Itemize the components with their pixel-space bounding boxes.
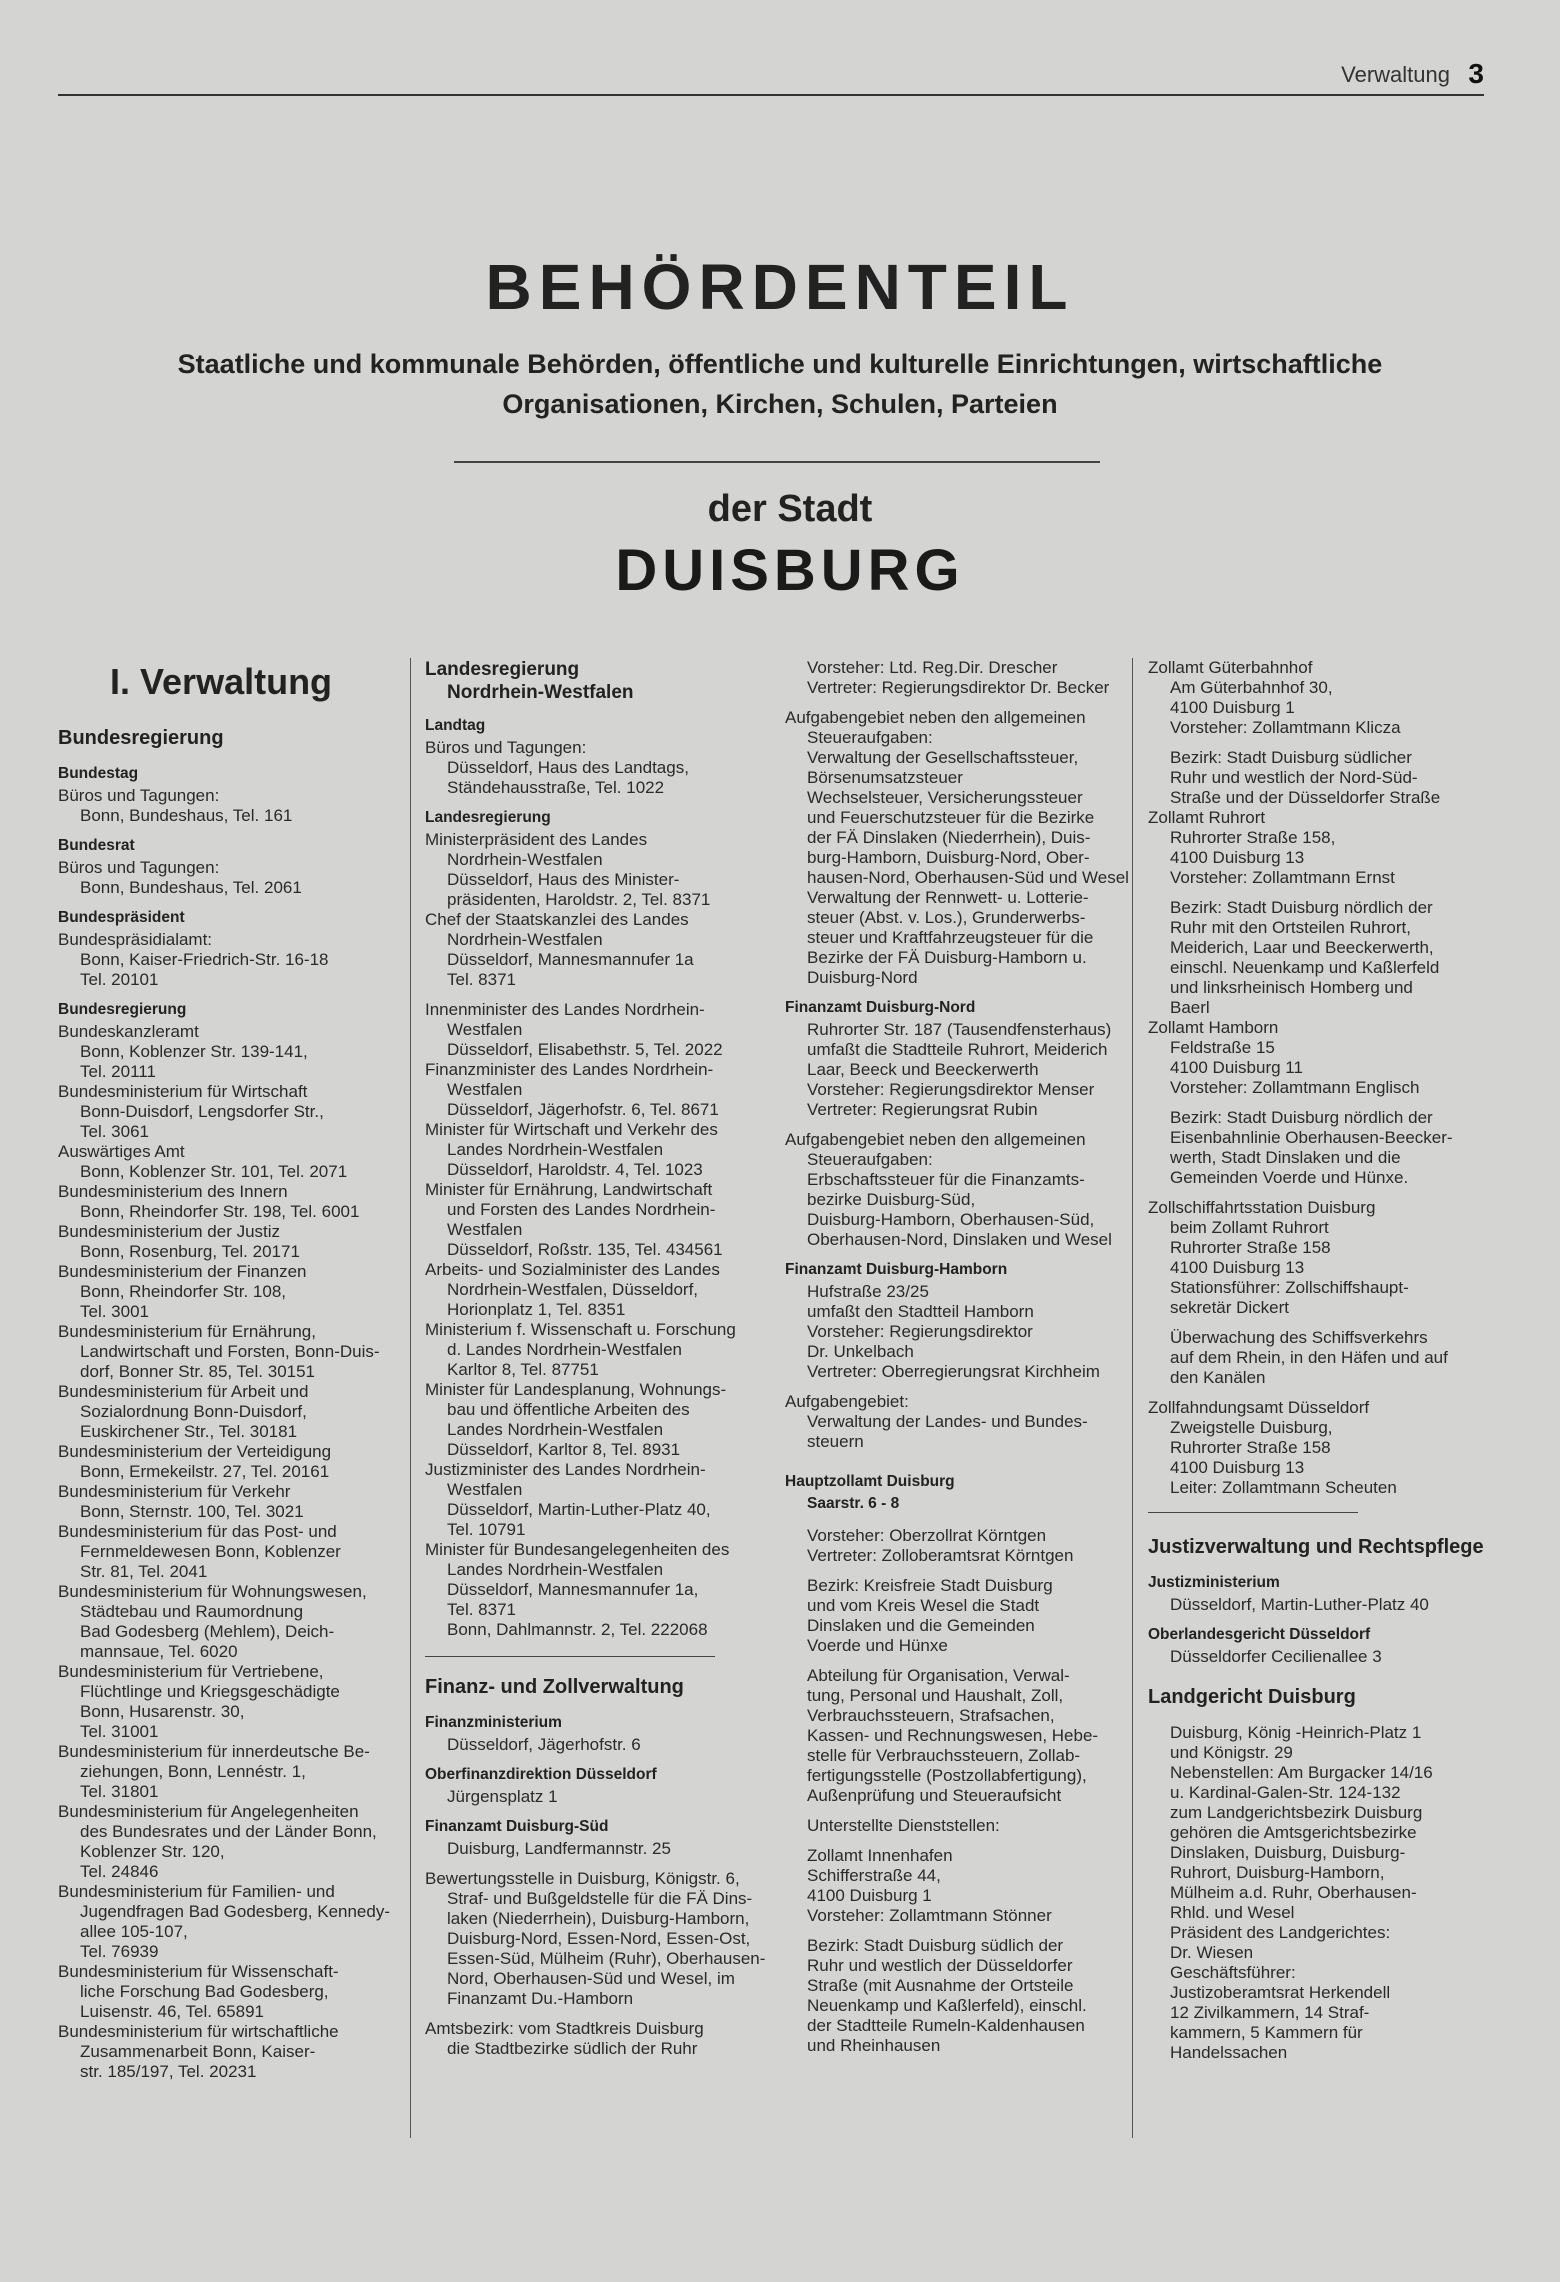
entry-line: Nordrhein-Westfalen [447,850,603,869]
entry-line: Düsseldorfer Cecilienallee 3 [1170,1647,1382,1666]
entry-line: Voerde und Hünxe [807,1636,948,1655]
spacer [785,1382,1135,1392]
spacer [785,1516,1135,1526]
section-name: Verwaltung [1341,62,1450,87]
subtitle-line: Organisationen, Kirchen, Schulen, Parteien [502,389,1058,419]
entry-line: Tel. 10791 [447,1520,526,1539]
spacer [425,990,765,1000]
entry-line: Büros und Tagungen: [58,786,220,805]
entry-line: Zollamt Innenhafen [807,1846,953,1865]
entry-line: 4100 Duisburg 1 [807,1886,932,1905]
entry-line: Westfalen [447,1480,523,1499]
entry-line: Bundesministerium für Angelegenheiten [58,1802,359,1821]
entry-line: steuer (Abst. v. Los.), Grunderwerbs- [807,908,1086,927]
subsection-heading: Landgericht Duisburg [1148,1686,1356,1708]
entry-line: d. Landes Nordrhein-Westfalen [447,1340,682,1359]
entry-line: Unterstellte Dienststellen: [807,1816,1000,1835]
entry-line: Innenminister des Landes Nordrhein- [425,1000,705,1019]
entry-line: Bonn, Bundeshaus, Tel. 2061 [80,878,302,897]
entry-line: Sozialordnung Bonn-Duisdorf, [80,1402,307,1421]
spacer [1148,1318,1488,1328]
entry-line: Minister für Landesplanung, Wohnungs- [425,1380,727,1399]
entry-line: Düsseldorf, Jägerhofstr. 6 [447,1735,641,1754]
entry-line: burg-Hamborn, Duisburg-Nord, Ober- [807,848,1090,867]
entry-line: Präsident des Landgerichtes: [1170,1923,1391,1942]
entry-line: Dinslaken und die Gemeinden [807,1616,1035,1635]
entry-line: Bonn-Duisdorf, Lengsdorfer Str., [80,1102,324,1121]
subsection-heading: Finanz- und Zollverwaltung [425,1676,684,1698]
entry-line: Verbrauchssteuern, Strafsachen, [807,1706,1055,1725]
divider [425,1656,715,1657]
entry-line: Landes Nordrhein-Westfalen [447,1420,664,1439]
entry-line: Ruhr und westlich der Düsseldorfer [807,1956,1073,1975]
entry-heading: Bundesregierung [58,1001,187,1018]
entry-heading: Landtag [425,717,486,734]
spacer [425,2009,765,2019]
entry-line: Nebenstellen: Am Burgacker 14/16 [1170,1763,1433,1782]
entry-line: Vorsteher: Regierungsdirektor [807,1322,1033,1341]
entry-line: 4100 Duisburg 13 [1170,848,1305,867]
entry-line: Bezirk: Kreisfreie Stadt Duisburg [807,1576,1053,1595]
entry-line: Duisburg-Hamborn, Oberhausen-Süd, [807,1210,1095,1229]
entry-line: Ministerpräsident des Landes [425,830,648,849]
entry-line: laken (Niederrhein), Duisburg-Hamborn, [447,1909,750,1928]
entry-line: Luisenstr. 46, Tel. 65891 [80,2002,264,2021]
entry-line: Baerl [1170,998,1210,1017]
entry-line: Vertreter: Regierungsdirektor Dr. Becker [807,678,1110,697]
entry-line: Verwaltung der Gesellschaftssteuer, [807,748,1079,767]
entry-line: Duisburg-Nord [807,968,918,987]
entry-line: Westfalen [447,1020,523,1039]
entry-line: Straße (mit Ausnahme der Ortsteile [807,1976,1074,1995]
entry-heading: Finanzamt Duisburg-Hamborn [785,1261,1008,1278]
section-heading: I. Verwaltung [110,661,333,702]
entry-line: Tel. 20101 [80,970,159,989]
entry-line: Vertreter: Zolloberamtsrat Körntgen [807,1546,1074,1565]
entry-line: Dinslaken, Duisburg, Duisburg- [1170,1843,1406,1862]
entry-heading: Hauptzollamt Duisburg [785,1473,955,1490]
entry-line: Bewertungsstelle in Duisburg, Königstr. 6, [425,1869,740,1888]
entry-line: Duisburg, König -Heinrich-Platz 1 [1170,1723,1422,1742]
entry-line: Str. 81, Tel. 2041 [80,1562,208,1581]
entry-line: Jürgensplatz 1 [447,1787,558,1806]
entry-line: Bonn, Ermekeilstr. 27, Tel. 20161 [80,1462,330,1481]
entry-line: 12 Zivilkammern, 14 Straf- [1170,2003,1370,2022]
entry-line: Horionplatz 1, Tel. 8351 [447,1300,626,1319]
entry-line: 4100 Duisburg 13 [1170,1458,1305,1477]
entry-line: Bonn, Kaiser-Friedrich-Str. 16-18 [80,950,329,969]
entry-line: Bundesministerium für Familien- und [58,1882,335,1901]
entry-line: und linksrheinisch Homberg und [1170,978,1413,997]
entry-line: stelle für Verbrauchssteuern, Zollab- [807,1746,1081,1765]
entry-line: umfaßt die Stadtteile Ruhrort, Meiderich [807,1040,1108,1059]
entry-line: Vorsteher: Ltd. Reg.Dir. Drescher [807,658,1058,677]
spacer [785,1656,1135,1666]
entry-line: Vertreter: Oberregierungsrat Kirchheim [807,1362,1100,1381]
entry-line: Zollfahndungsamt Düsseldorf [1148,1398,1370,1417]
page-subtitle [150,344,1410,424]
entry-line: der Stadtteile Rumeln-Kaldenhausen [807,2016,1085,2035]
spacer [1148,1388,1488,1398]
entry-line: Wechselsteuer, Versicherungssteuer [807,788,1083,807]
entry-line: Bundeskanzleramt [58,1022,199,1041]
entry-heading: Landesregierung [425,809,551,826]
spacer [785,1566,1135,1576]
entry-heading: Justizministerium [1148,1574,1280,1591]
entry-line: Bezirk: Stadt Duisburg nördlich der [1170,898,1433,917]
entry-line: Hufstraße 23/25 [807,1282,929,1301]
entry-line: Aufgabengebiet neben den allgemeinen [785,708,1086,727]
spacer [785,698,1135,708]
entry-line: ziehungen, Bonn, Lennéstr. 1, [80,1762,306,1781]
entry-list [58,764,398,2082]
entry-line: Aufgabengebiet: [785,1392,909,1411]
divider [1148,1512,1358,1513]
entry-line: allee 105-107, [80,1922,188,1941]
spacer [1148,1188,1488,1198]
entry-list [785,658,1135,2056]
entry-line: Büros und Tagungen: [425,738,587,757]
column-3 [785,658,1135,2056]
entry-line: Ministerium f. Wissenschaft u. Forschung [425,1320,736,1339]
divider [454,461,1100,463]
entry-line: der FÄ Dinslaken (Niederrhein), Duis- [807,828,1091,847]
entry-line: Rhld. und Wesel [1170,1903,1295,1922]
entry-line: den Kanälen [1170,1368,1266,1387]
entry-line: Düsseldorf, Jägerhofstr. 6, Tel. 8671 [447,1100,719,1119]
entry-line: u. Kardinal-Galen-Str. 124-132 [1170,1783,1401,1802]
entry-line: Ruhr mit den Ortsteilen Ruhrort, [1170,918,1411,937]
entry-line: und Königstr. 29 [1170,1743,1293,1762]
entry-line: Landes Nordrhein-Westfalen [447,1140,664,1159]
entry-heading: Finanzamt Duisburg-Süd [425,1818,609,1835]
entry-line: str. 185/197, Tel. 20231 [80,2062,257,2081]
entry-line: kammern, 5 Kammern für [1170,2023,1363,2042]
entry-line: Düsseldorf, Elisabethstr. 5, Tel. 2022 [447,1040,723,1059]
entry-line: Abteilung für Organisation, Verwal- [807,1666,1070,1685]
entry-line: Tel. 31001 [80,1722,159,1741]
entry-line: Dr. Wiesen [1170,1943,1254,1962]
entry-heading: Bundesrat [58,837,135,854]
entry-heading: Bundestag [58,765,139,782]
entry-heading: Oberlandesgericht Düsseldorf [1148,1626,1371,1643]
entry-line: fertigungsstelle (Postzollabfertigung), [807,1766,1087,1785]
entry-line: Amtsbezirk: vom Stadtkreis Duisburg [425,2019,704,2038]
subsection-heading: Justizverwaltung und Rechtspflege [1148,1536,1484,1558]
entry-line: Tel. 76939 [80,1942,159,1961]
heading-line: Nordrhein-Westfalen [447,682,634,703]
entry-line: Vorsteher: Zollamtmann Klicza [1170,718,1401,737]
entry-line: Leiter: Zollamtmann Scheuten [1170,1478,1397,1497]
entry-line: 4100 Duisburg 13 [1170,1258,1305,1277]
entry-line: Handelssachen [1170,2043,1288,2062]
entry-line: bezirke Duisburg-Süd, [807,1190,976,1209]
entry-line: des Bundesrates und der Länder Bonn, [80,1822,377,1841]
entry-line: Landes Nordrhein-Westfalen [447,1560,664,1579]
entry-line: Eisenbahnlinie Oberhausen-Beecker- [1170,1128,1453,1147]
entry-line: Tel. 8371 [447,970,516,989]
entry-line: Vorsteher: Zollamtmann Englisch [1170,1078,1420,1097]
entry-line: Zollschiffahrtsstation Duisburg [1148,1198,1376,1217]
entry-line: Kassen- und Rechnungswesen, Hebe- [807,1726,1099,1745]
entry-line: Bundesministerium des Innern [58,1182,288,1201]
entry-line: Oberhausen-Nord, Dinslaken und Wesel [807,1230,1112,1249]
entry-heading: Finanzamt Duisburg-Nord [785,999,976,1016]
entry-line: Minister für Wirtschaft und Verkehr des [425,1120,718,1139]
entry-line: Überwachung des Schiffsverkehrs [1170,1328,1428,1347]
entry-line: Duisburg, Landfermannstr. 25 [447,1839,671,1858]
city-prefix: der Stadt [707,488,873,530]
entry-line: 4100 Duisburg 1 [1170,698,1295,717]
entry-line: Geschäftsführer: [1170,1963,1296,1982]
entry-line: Ruhrorter Str. 187 (Tausendfensterhaus) [807,1020,1112,1039]
entry-line: Bundesministerium der Finanzen [58,1262,307,1281]
entry-line: Justizoberamtsrat Herkendell [1170,1983,1391,2002]
entry-line: umfaßt den Stadtteil Hamborn [807,1302,1034,1321]
entry-line: Tel. 8371 [447,1600,516,1619]
entry-line: 4100 Duisburg 11 [1170,1058,1303,1077]
entry-line: Essen-Süd, Mülheim (Ruhr), Oberhausen- [447,1949,766,1968]
entry-line: Dr. Unkelbach [807,1342,914,1361]
entry-line: Erbschaftssteuer für die Finanzamts- [807,1170,1085,1189]
entry-line: die Stadtbezirke südlich der Ruhr [447,2039,698,2058]
entry-line: Neuenkamp und Kaßlerfeld), einschl. [807,1996,1087,2015]
entry-line: Börsenumsatzsteuer [807,768,963,787]
entry-line: Jugendfragen Bad Godesberg, Kennedy- [80,1902,391,1921]
entry-line: Verwaltung der Rennwett- u. Lotterie- [807,888,1089,907]
entry-heading: Bundespräsident [58,909,185,926]
entry-line: Düsseldorf, Roßstr. 135, Tel. 434561 [447,1240,723,1259]
spacer [785,1836,1135,1846]
entry-line: Ruhr und westlich der Nord-Süd- [1170,768,1418,787]
entry-line: Zollamt Hamborn [1148,1018,1279,1037]
spacer [1148,1098,1488,1108]
spacer [425,1859,765,1869]
entry-line: Bonn, Husarenstr. 30, [80,1702,245,1721]
entry-line: Vertreter: Regierungsrat Rubin [807,1100,1038,1119]
entry-line: Bundesministerium der Justiz [58,1222,281,1241]
spacer [785,1806,1135,1816]
entry-line: Mülheim a.d. Ruhr, Oberhausen- [1170,1883,1417,1902]
entry-line: Minister für Bundesangelegenheiten des [425,1540,730,1559]
entry-line: Auswärtiges Amt [58,1142,185,1161]
entry-line: tung, Personal und Haushalt, Zoll, [807,1686,1064,1705]
entry-line: Bundesministerium für Verkehr [58,1482,291,1501]
entry-line: und Forsten des Landes Nordrhein- [447,1200,716,1219]
entry-line: Bundesministerium für Ernährung, [58,1322,316,1341]
entry-line: Vorsteher: Regierungsdirektor Menser [807,1080,1095,1099]
spacer [785,1120,1135,1130]
entry-list [425,716,765,2059]
entry-line: Bundesministerium für das Post- und [58,1522,337,1541]
entry-line: Straße und der Düsseldorfer Straße [1170,788,1441,807]
entry-line: Bundesministerium der Verteidigung [58,1442,332,1461]
spacer [785,1926,1135,1936]
entry-heading: Finanzministerium [425,1714,562,1731]
entry-line: Bezirk: Stadt Duisburg südlicher [1170,748,1412,767]
entry-line: Bundesministerium für wirtschaftliche [58,2022,339,2041]
entry-line: Düsseldorf, Martin-Luther-Platz 40 [1170,1595,1429,1614]
entry-line: Bundesministerium für Wohnungswesen, [58,1582,367,1601]
spacer [785,1452,1135,1462]
city-name: DUISBURG [615,538,965,603]
entry-line: Justizminister des Landes Nordrhein- [425,1460,706,1479]
entry-line: Finanzminister des Landes Nordrhein- [425,1060,714,1079]
entry-line: Tel. 3001 [80,1302,149,1321]
entry-line: Bundesministerium für innerdeutsche Be- [58,1742,370,1761]
entry-line: zum Landgerichtsbezirk Duisburg [1170,1803,1423,1822]
entry-line: Nordrhein-Westfalen, Düsseldorf, [447,1280,699,1299]
column-divider [410,658,411,2138]
page-number: 3 [1468,58,1484,89]
entry-line: Ruhrorter Straße 158, [1170,828,1336,847]
spacer [1148,1667,1488,1677]
entry-line: Landwirtschaft und Forsten, Bonn-Duis- [80,1342,380,1361]
entry-line: Stationsführer: Zollschiffshaupt- [1170,1278,1409,1297]
column-1 [58,658,398,2082]
entry-line: Düsseldorf, Mannesmannufer 1a, [447,1580,699,1599]
entry-line: Aufgabengebiet neben den allgemeinen [785,1130,1086,1149]
entry-line: Bezirk: Stadt Duisburg südlich der [807,1936,1064,1955]
entry-address: Saarstr. 6 - 8 [807,1495,900,1512]
subsection-heading: Bundesregierung [58,727,224,749]
entry-line: Westfalen [447,1080,523,1099]
entry-line: Zweigstelle Duisburg, [1170,1418,1333,1437]
entry-line: Euskirchener Str., Tel. 30181 [80,1422,298,1441]
entry-line: Bundesministerium für Arbeit und [58,1382,309,1401]
entry-line: Städtebau und Raumordnung [80,1602,304,1621]
entry-line: Bonn, Koblenzer Str. 139-141, [80,1042,308,1061]
entry-line: Koblenzer Str. 120, [80,1842,225,1861]
entry-line: Tel. 3061 [80,1122,149,1141]
entry-line: Düsseldorf, Haroldstr. 4, Tel. 1023 [447,1160,703,1179]
subtitle-line: Staatliche und kommunale Behörden, öffentliche und kulturelle Einrichtungen, wirtschaftliche [177,349,1383,379]
entry-line: Chef der Staatskanzlei des Landes [425,910,689,929]
spacer [1148,738,1488,748]
entry-line: Westfalen [447,1220,523,1239]
entry-line: Nord, Oberhausen-Süd und Wesel, im [447,1969,735,1988]
entry-line: Bundesministerium für Wirtschaft [58,1082,308,1101]
entry-line: Steueraufgaben: [807,728,933,747]
entry-line: Schifferstraße 44, [807,1866,941,1885]
entry-line: Ständehausstraße, Tel. 1022 [447,778,665,797]
entry-line: Tel. 31801 [80,1782,159,1801]
entry-line: Düsseldorf, Haus des Minister- [447,870,680,889]
entry-line: Zusammenarbeit Bonn, Kaiser- [80,2042,316,2061]
running-header [58,58,1484,96]
entry-line: Außenprüfung und Steueraufsicht [807,1786,1062,1805]
entry-line: Bundespräsidialamt: [58,930,213,949]
entry-line: Feldstraße 15 [1170,1038,1275,1057]
entry-line: Steueraufgaben: [807,1150,933,1169]
entry-line: präsidenten, Haroldstr. 2, Tel. 8371 [447,890,711,909]
entry-line: bau und öffentliche Arbeiten des [447,1400,690,1419]
entry-line: Vorsteher: Zollamtmann Ernst [1170,868,1395,887]
entry-line: Arbeits- und Sozialminister des Landes [425,1260,720,1279]
entry-line: Minister für Ernährung, Landwirtschaft [425,1180,713,1199]
entry-line: Ruhrort, Duisburg-Hamborn, [1170,1863,1385,1882]
entry-line: Bundesministerium für Vertriebene, [58,1662,324,1681]
column-2 [425,658,765,2059]
entry-line: Tel. 20111 [80,1062,156,1081]
entry-line: Gemeinden Voerde und Hünxe. [1170,1168,1409,1187]
entry-line: beim Zollamt Ruhrort [1170,1218,1329,1237]
subsection-heading [425,658,765,704]
entry-line: Fernmeldewesen Bonn, Koblenzer [80,1542,341,1561]
entry-line: Düsseldorf, Martin-Luther-Platz 40, [447,1500,711,1519]
entry-list [1148,658,1488,2063]
entry-line: sekretär Dickert [1170,1298,1290,1317]
entry-line: Bonn, Bundeshaus, Tel. 161 [80,806,293,825]
entry-line: Laar, Beeck und Beeckerwerth [807,1060,1039,1079]
entry-line: Düsseldorf, Mannesmannufer 1a [447,950,694,969]
entry-line: und Rheinhausen [807,2036,941,2055]
entry-line: Ruhrorter Straße 158 [1170,1238,1331,1257]
entry-line: Düsseldorf, Haus des Landtags, [447,758,689,777]
entry-line: Duisburg-Nord, Essen-Nord, Essen-Ost, [447,1929,751,1948]
entry-line: liche Forschung Bad Godesberg, [80,1982,329,2001]
entry-line: dorf, Bonner Str. 85, Tel. 30151 [80,1362,316,1381]
entry-line: Bundesministerium für Wissenschaft- [58,1962,339,1981]
entry-line: steuer und Kraftfahrzeugsteuer für die [807,928,1094,947]
entry-line: Bad Godesberg (Mehlem), Deich- [80,1622,335,1641]
entry-line: Tel. 24846 [80,1862,159,1881]
entry-line: Am Güterbahnhof 30, [1170,678,1333,697]
entry-line: einschl. Neuenkamp und Kaßlerfeld [1170,958,1440,977]
entry-line: werth, Stadt Dinslaken und die [1170,1148,1401,1167]
entry-line: Büros und Tagungen: [58,858,220,877]
entry-line: Zollamt Güterbahnhof [1148,658,1313,677]
entry-line: Bonn, Sternstr. 100, Tel. 3021 [80,1502,304,1521]
entry-line: hausen-Nord, Oberhausen-Süd und Wesel [807,868,1129,887]
entry-line: Bonn, Rheindorfer Str. 108, [80,1282,287,1301]
spacer [1148,888,1488,898]
entry-line: Bonn, Rosenburg, Tel. 20171 [80,1242,300,1261]
heading-line: Landesregierung [425,659,580,680]
entry-line: Flüchtlinge und Kriegsgeschädigte [80,1682,340,1701]
entry-line: Bezirk: Stadt Duisburg nördlich der [1170,1108,1433,1127]
entry-line: Ruhrorter Straße 158 [1170,1438,1331,1457]
entry-line: Verwaltung der Landes- und Bundes- [807,1412,1088,1431]
entry-line: gehören die Amtsgerichtsbezirke [1170,1823,1417,1842]
entry-line: Vorsteher: Oberzollrat Körntgen [807,1526,1047,1545]
entry-line: Zollamt Ruhrort [1148,808,1266,827]
entry-line: Meiderich, Laar und Beeckerwerth, [1170,938,1434,957]
entry-line: Nordrhein-Westfalen [447,930,603,949]
entry-line: Straf- und Bußgeldstelle für die FÄ Dins- [447,1889,753,1908]
entry-heading: Oberfinanzdirektion Düsseldorf [425,1766,657,1783]
entry-line: Finanzamt Du.-Hamborn [447,1989,634,2008]
entry-line: Karltor 8, Tel. 87751 [447,1360,599,1379]
entry-line: Düsseldorf, Karltor 8, Tel. 8931 [447,1440,681,1459]
entry-line: auf dem Rhein, in den Häfen und auf [1170,1348,1448,1367]
entry-line: Vorsteher: Zollamtmann Stönner [807,1906,1052,1925]
entry-line: Bonn, Koblenzer Str. 101, Tel. 2071 [80,1162,348,1181]
page-title: BEHÖRDENTEIL [485,251,1075,323]
column-4 [1148,658,1488,2063]
entry-line: Bezirke der FÄ Duisburg-Hamborn u. [807,948,1087,967]
entry-line: mannsaue, Tel. 6020 [80,1642,238,1661]
entry-line: und Feuerschutzsteuer für die Bezirke [807,808,1095,827]
entry-line: und vom Kreis Wesel die Stadt [807,1596,1040,1615]
entry-line: Bonn, Rheindorfer Str. 198, Tel. 6001 [80,1202,360,1221]
entry-line: Bonn, Dahlmannstr. 2, Tel. 222068 [447,1620,708,1639]
entry-line: steuern [807,1432,864,1451]
